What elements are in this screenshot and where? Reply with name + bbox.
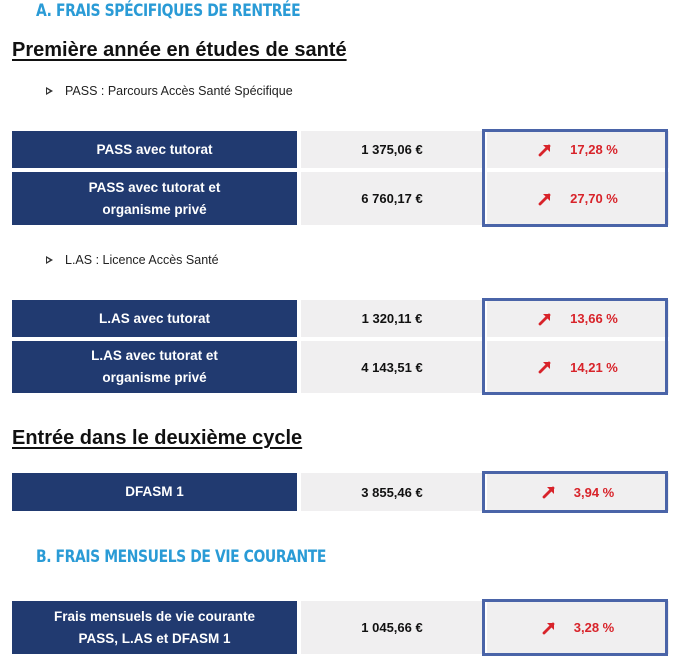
first-year-heading: Première année en études de santé xyxy=(12,39,347,61)
arrow-up-right-icon xyxy=(538,192,552,206)
row-change-value: 13,66 % xyxy=(570,311,618,326)
row-label-line2: organisme privé xyxy=(102,370,207,385)
row-label-line1: L.AS avec tutorat xyxy=(98,310,211,326)
row-amount: 4 143,51 € xyxy=(301,341,483,393)
table-row xyxy=(12,341,669,393)
row-change-value: 3,28 % xyxy=(573,620,615,635)
arrow-up-right-icon xyxy=(542,621,556,635)
row-label xyxy=(12,131,297,168)
row-label-line2: organisme privé xyxy=(102,201,207,217)
section-b-title: B. FRAIS MENSUELS DE VIE COURANTE xyxy=(36,547,327,567)
row-label xyxy=(12,300,297,337)
row-amount: 6 760,17 € xyxy=(301,172,483,225)
row-label-line1: L.AS avec tutorat et xyxy=(91,348,218,363)
row-change xyxy=(487,300,669,337)
las-bullet xyxy=(46,253,219,267)
row-amount: 1 320,11 € xyxy=(301,300,483,337)
table-row xyxy=(12,473,669,511)
table-row xyxy=(12,300,669,337)
arrow-up-right-icon xyxy=(542,485,556,499)
section-a-title: A. FRAIS SPÉCIFIQUES DE RENTRÉE xyxy=(36,1,301,21)
las-bullet-text: L.AS : Licence Accès Santé xyxy=(65,253,219,267)
table-row xyxy=(12,172,669,225)
row-label-line1: PASS avec tutorat xyxy=(96,141,213,157)
pass-bullet-text: PASS : Parcours Accès Santé Spécifique xyxy=(65,84,293,98)
triangle-bullet-icon xyxy=(46,256,53,264)
pass-bullet xyxy=(46,84,293,98)
row-label xyxy=(12,473,297,511)
row-amount: 3 855,46 € xyxy=(301,473,483,511)
arrow-up-right-icon xyxy=(538,360,552,374)
row-change-value: 27,70 % xyxy=(570,191,618,206)
row-change-value: 17,28 % xyxy=(570,142,618,157)
row-label-line1: DFASM 1 xyxy=(125,484,184,499)
triangle-bullet-icon xyxy=(46,87,53,95)
row-label xyxy=(12,172,297,225)
row-label xyxy=(12,601,297,654)
row-change xyxy=(487,341,669,393)
row-label xyxy=(12,341,297,393)
row-amount: 1 375,06 € xyxy=(301,131,483,168)
second-cycle-heading: Entrée dans le deuxième cycle xyxy=(12,427,303,449)
arrow-up-right-icon xyxy=(538,312,552,326)
table-row xyxy=(12,131,669,168)
row-label-line1: PASS avec tutorat et xyxy=(88,179,221,195)
row-label-line1: Frais mensuels de vie courante xyxy=(53,608,256,624)
row-label-line2: PASS, L.AS et DFASM 1 xyxy=(78,630,231,646)
row-change-value: 3,94 % xyxy=(573,484,615,500)
table-row xyxy=(12,601,669,654)
row-change xyxy=(487,473,669,511)
row-change-value: 14,21 % xyxy=(570,359,618,375)
row-change xyxy=(487,601,669,654)
row-amount: 1 045,66 € xyxy=(301,601,483,654)
arrow-up-right-icon xyxy=(538,143,552,157)
row-change xyxy=(487,131,669,168)
row-change xyxy=(487,172,669,225)
